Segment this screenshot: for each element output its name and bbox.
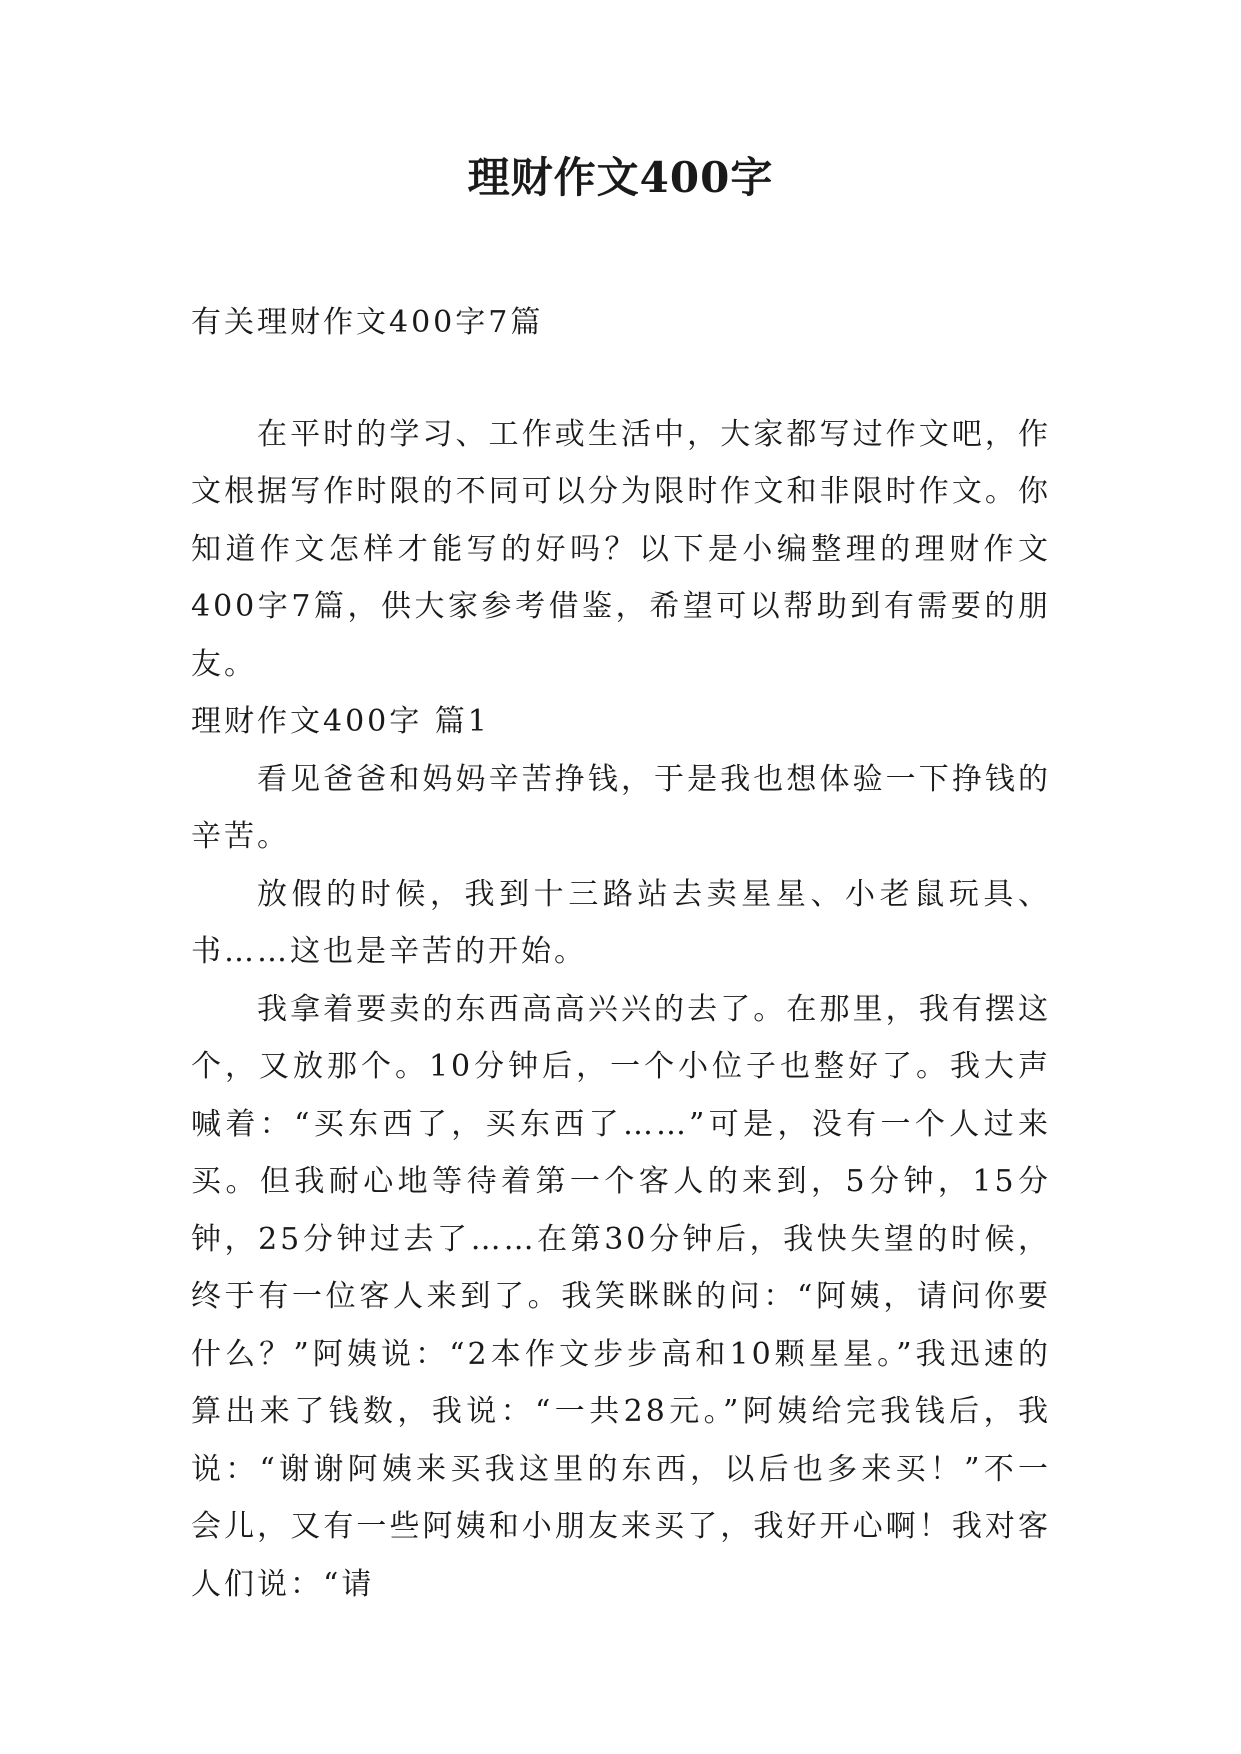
body-paragraph: 看见爸爸和妈妈辛苦挣钱，于是我也想体验一下挣钱的辛苦。 bbox=[191, 761, 1051, 854]
section-heading: 理财作文400字 篇1 bbox=[191, 704, 490, 739]
document-body bbox=[191, 294, 1051, 1613]
document-title: 理财作文400字 bbox=[467, 153, 774, 202]
intro-paragraph: 在平时的学习、工作或生活中，大家都写过作文吧，作文根据写作时限的不同可以分为限时作文和非限时作文。你知道作文怎样才能写的好吗？以下是小编整理的理财作文400字7篇，供大家参考借鉴，希望可以帮助到有需要的朋友。 bbox=[191, 416, 1051, 682]
document-subtitle: 有关理财作文400字7篇 bbox=[191, 305, 544, 340]
body-paragraph: 我拿着要卖的东西高高兴兴的去了。在那里，我有摆这个，又放那个。10分钟后，一个小位子也整好了。我大声喊着：“买东西了，买东西了……”可是，没有一个人过来买。但我耐心地等待着第一个客人的来到，5分钟，15分钟，25分钟过去了……在第30分钟后，我快失望的时候，终于有一位客人来到了。我笑眯眯的问：“阿姨，请问你要什么？”阿姨说：“2本作文步步高和10颗星星。”我迅速的算出来了钱数，我说：“一共28元。”阿姨给完我钱后，我说：“谢谢阿姨来买我这里的东西，以后也多来买！”不一会儿，又有一些阿姨和小朋友来买了，我好开心啊！我对客人们说：“请 bbox=[191, 991, 1051, 1602]
body-paragraph: 放假的时候，我到十三路站去卖星星、小老鼠玩具、书……这也是辛苦的开始。 bbox=[191, 876, 1051, 969]
